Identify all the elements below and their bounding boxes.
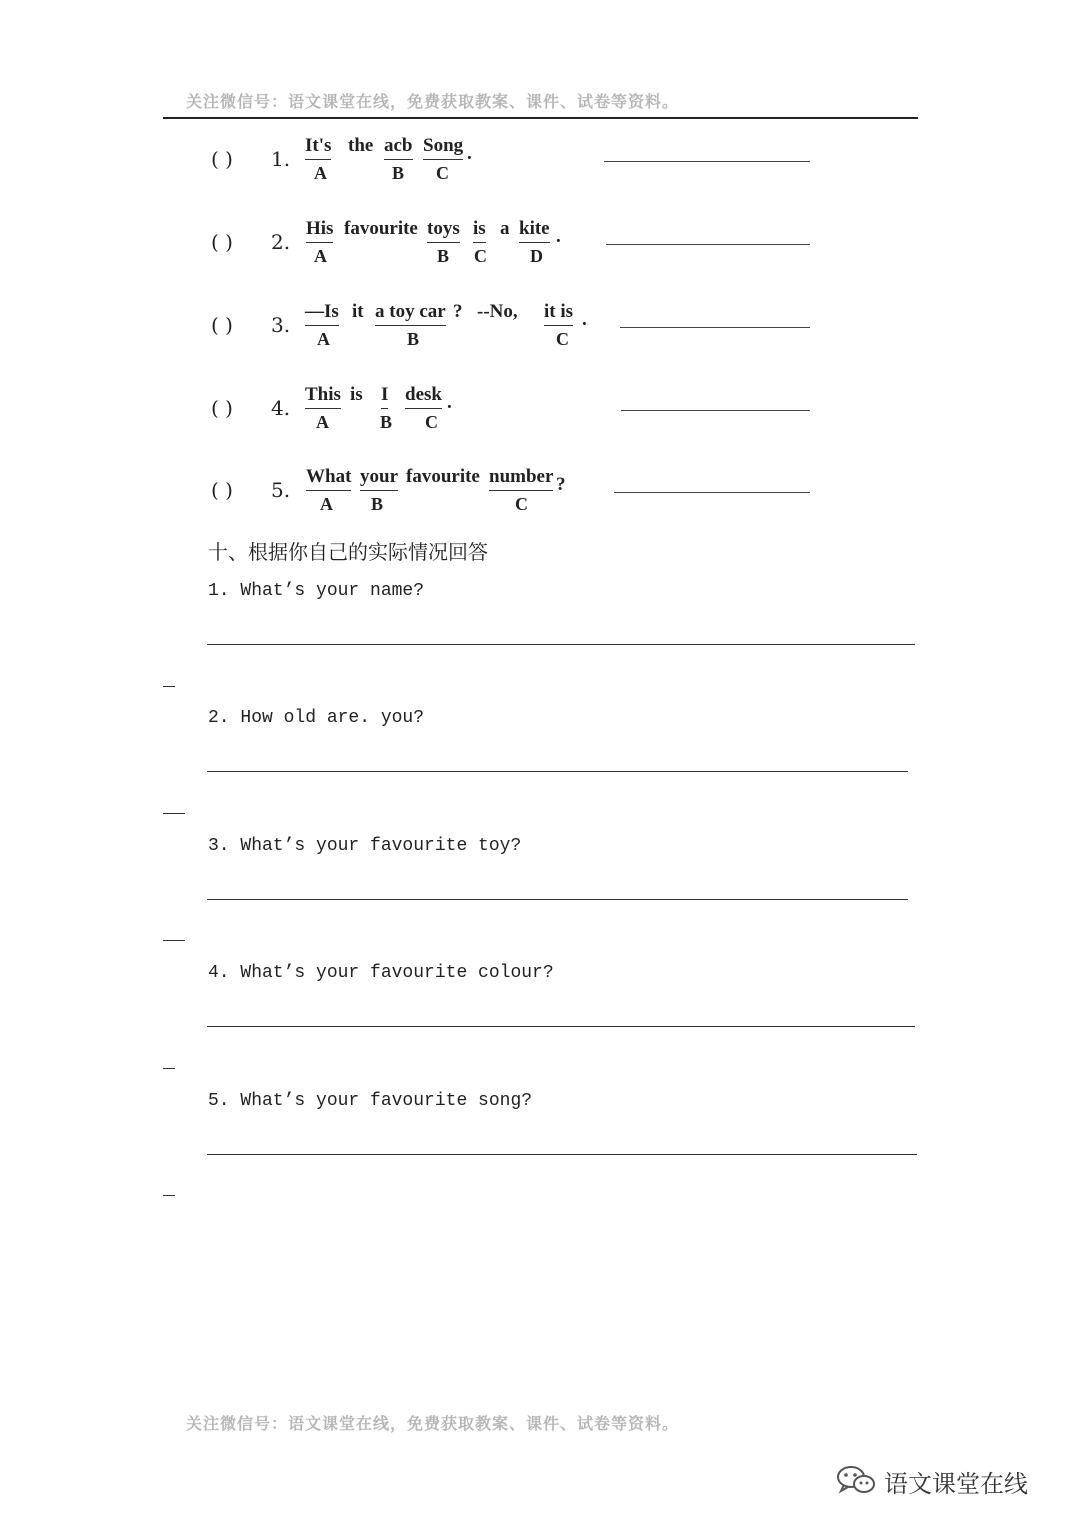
word: a (500, 218, 510, 239)
error-question-4 (0, 384, 1080, 454)
letter-c: C (425, 412, 438, 432)
answer-line[interactable] (621, 410, 810, 411)
letter-a: A (320, 494, 333, 514)
answer-line-1[interactable] (207, 644, 915, 645)
answer-line[interactable] (604, 161, 810, 162)
letter-b: B (371, 494, 384, 514)
word-a: His (306, 218, 333, 243)
answer-line[interactable] (606, 244, 810, 245)
answer-paren[interactable]: ( ) (211, 396, 233, 420)
answer-line[interactable] (620, 327, 810, 328)
letter-b: B (407, 329, 420, 349)
stray-dash (163, 1068, 175, 1069)
answer-paren[interactable]: ( ) (211, 230, 233, 254)
open-question-3: 3. What’s your favourite toy? (208, 836, 522, 856)
answer-line[interactable] (614, 492, 810, 493)
answer-paren[interactable]: ( ) (211, 478, 233, 502)
error-question-2 (0, 218, 1080, 288)
question-number: 5. (271, 478, 291, 502)
letter-c: C (436, 163, 449, 183)
end-punct: . (582, 309, 587, 330)
wechat-logo (836, 1460, 1048, 1500)
word: favourite (406, 466, 480, 487)
end-punct: ? (556, 474, 566, 495)
end-punct: . (556, 226, 561, 247)
answer-line-5[interactable] (207, 1154, 917, 1155)
letter-a: A (317, 329, 330, 349)
letter-b: B (392, 163, 405, 183)
letter-c: C (556, 329, 569, 349)
error-question-5 (0, 466, 1080, 536)
word-c: desk (405, 384, 442, 409)
open-question-1: 1. What’s your name? (208, 581, 425, 601)
word-c: number (489, 466, 553, 491)
open-question-5: 5. What’s your favourite song? (208, 1091, 533, 1111)
open-question-4: 4. What’s your favourite colour? (208, 963, 554, 983)
open-question-2: 2. How old are. you? (208, 708, 425, 728)
word-a: What (306, 466, 351, 491)
header-rule (163, 117, 918, 119)
word-b: acb (384, 135, 413, 160)
letter-a: A (314, 163, 327, 183)
logo-text: 语文课堂在线 (884, 1470, 1028, 1498)
answer-paren[interactable]: ( ) (211, 313, 233, 337)
question-number: 3. (271, 313, 291, 337)
end-punct: . (447, 392, 452, 413)
letter-b: B (380, 412, 393, 432)
answer-line-4[interactable] (207, 1026, 915, 1027)
question-number: 4. (271, 396, 291, 420)
error-question-3 (0, 301, 1080, 371)
stray-dash (163, 1195, 175, 1196)
stray-dash (163, 813, 185, 814)
end-punct: . (467, 143, 472, 164)
word: it (352, 301, 364, 322)
word-b: toys (427, 218, 460, 243)
word-c: is (473, 218, 486, 243)
word-c: it is (544, 301, 573, 326)
word-a: This (305, 384, 341, 409)
word-a: —Is (305, 301, 339, 326)
word-b: a toy car (375, 301, 446, 326)
word: favourite (344, 218, 418, 239)
question-number: 1. (271, 147, 291, 171)
section-title: 十、根据你自己的实际情况回答 (208, 540, 488, 564)
answer-line-2[interactable] (207, 771, 908, 772)
stray-dash (163, 940, 185, 941)
letter-a: A (314, 246, 327, 266)
header-watermark: 关注微信号：语文课堂在线，免费获取教案、课件、试卷等资料。 (186, 92, 680, 111)
word-d: kite (519, 218, 550, 243)
letter-b: B (437, 246, 450, 266)
wechat-icon (836, 1464, 876, 1496)
answer-line-3[interactable] (207, 899, 908, 900)
letter-a: A (316, 412, 329, 432)
letter-d: D (530, 246, 543, 266)
footer-watermark: 关注微信号：语文课堂在线，免费获取教案、课件、试卷等资料。 (186, 1414, 680, 1433)
word: the (348, 135, 374, 156)
letter-c: C (515, 494, 528, 514)
word-a: It's (305, 135, 331, 160)
word-c: Song (423, 135, 463, 160)
error-question-1 (0, 135, 1080, 205)
question-number: 2. (271, 230, 291, 254)
stray-dash (163, 686, 175, 687)
word: ? (453, 301, 463, 322)
answer-paren[interactable]: ( ) (211, 147, 233, 171)
letter-c: C (474, 246, 487, 266)
word: is (350, 384, 363, 405)
word-b: I (381, 384, 388, 409)
word-b: your (360, 466, 398, 491)
word: --No, (477, 301, 518, 322)
